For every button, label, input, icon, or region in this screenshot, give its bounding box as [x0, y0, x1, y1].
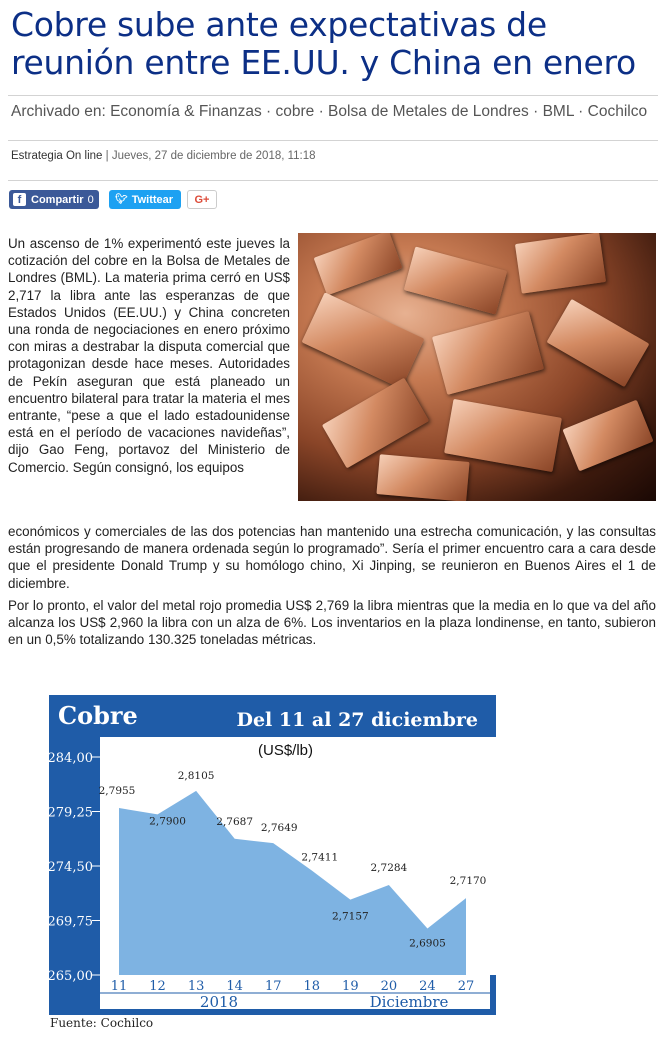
data-label: 2,7955	[98, 785, 136, 798]
copper-price-chart	[44, 695, 496, 1038]
x-tick-label: 24	[419, 979, 436, 994]
x-group-label: Diciembre	[369, 993, 449, 1011]
y-tick-label: 279,25	[47, 805, 93, 821]
article-source: Estrategia On line	[11, 150, 103, 162]
divider	[8, 140, 658, 141]
article-title: Cobre sube ante expectativas de reunión entre EE.UU. y China en enero	[11, 5, 636, 82]
y-axis-band	[49, 737, 100, 975]
y-tick-label: 265,00	[47, 969, 93, 984]
x-tick-label: 12	[149, 979, 166, 994]
data-label: 2,7649	[260, 822, 298, 835]
facebook-share-count: 0	[87, 193, 94, 206]
chart-source: Fuente: Cochilco	[50, 1016, 154, 1030]
divider	[8, 180, 658, 181]
byline-separator: |	[102, 150, 112, 162]
data-label: 2,7157	[331, 910, 369, 923]
facebook-share-label: Compartir	[31, 193, 84, 206]
chart-svg	[44, 695, 496, 1015]
data-label: 2,6905	[409, 937, 446, 950]
article-paragraph: económicos y comerciales de las dos potencias han mantenido una estrecha comunicación, y las consultas están progresando de manera ordenada según lo programado”. Sería el primer encuentro cara a cara desde que el presidente Donald Trump y su homólogo chino, Xi Jinping, se reunieron en Buenos Aires el 1 de diciembre.	[8, 524, 656, 591]
divider	[8, 95, 658, 96]
x-tick-label: 20	[380, 979, 398, 994]
twitter-share-button[interactable]	[109, 190, 181, 209]
x-tick-label: 19	[342, 979, 359, 994]
byline	[11, 150, 316, 162]
data-label: 2,7900	[149, 815, 186, 828]
archive-tags[interactable]: Archivado en: Economía & Finanzas · cobre · Bolsa de Metales de Londres · BML · Cochilco	[11, 103, 648, 120]
facebook-share-button[interactable]	[9, 190, 99, 209]
gplus-share-button[interactable]	[187, 190, 217, 209]
y-axis-unit: (US$/lb)	[258, 742, 314, 759]
x-group-label: 2018	[199, 993, 239, 1011]
data-label: 2,7170	[449, 875, 487, 888]
data-label: 2,7687	[216, 815, 254, 828]
article-paragraph: Por lo pronto, el valor del metal rojo promedia US$ 2,769 la libra mientras que la media en lo que va del año alcanza los US$ 2,960 la libra con un alza de 6%. Los inventarios en la plaza londinense, en tanto, subieron en un 0,5% totalizando 130.325 toneladas métricas.	[8, 598, 656, 648]
gplus-icon: G+	[194, 193, 210, 206]
article-date: Jueves, 27 de diciembre de 2018, 11:18	[111, 150, 316, 162]
article-paragraph: Un ascenso de 1% experimentó este jueves la cotización del cobre en la Bolsa de Metales de Londres (BML). La materia prima cerró en US$ 2,717 la libra ante las esperanzas de que Estados Unidos (EE.UU.) y China concreten una ronda de negociaciones en enero próximo con miras a destrabar la disputa comercial que protagonizan desde hace meses. Autoridades de Pekín aseguran que está planeado un encuentro bilateral para tratar la materia el mes entrante, “pese a que el lado estadounidense está en el período de vacaciones navideñas”, dijo Gao Feng, portavoz del Ministerio de Comercio. Según consignó, los equipos	[8, 236, 290, 475]
copper-bars-photo	[298, 233, 656, 501]
data-label: 2,7411	[301, 851, 339, 864]
x-tick-label: 18	[303, 979, 321, 994]
x-tick-label: 17	[264, 979, 282, 994]
twitter-icon: 🐦︎	[115, 194, 128, 205]
facebook-icon: f	[13, 193, 26, 206]
y-tick-label: 269,75	[47, 914, 93, 930]
x-tick-label: 27	[457, 979, 475, 994]
y-tick-label: 274,50	[47, 860, 93, 875]
x-tick-label: 14	[226, 979, 243, 994]
x-tick-label: 11	[110, 979, 128, 994]
x-tick-label: 13	[187, 979, 205, 994]
twitter-share-label: Twittear	[131, 193, 174, 206]
y-tick-label: 284,00	[47, 751, 93, 766]
data-label: 2,7284	[370, 862, 408, 875]
chart-title: Cobre	[58, 701, 138, 730]
chart-subtitle: Del 11 al 27 diciembre	[236, 709, 478, 731]
data-label: 2,8105	[177, 769, 215, 782]
